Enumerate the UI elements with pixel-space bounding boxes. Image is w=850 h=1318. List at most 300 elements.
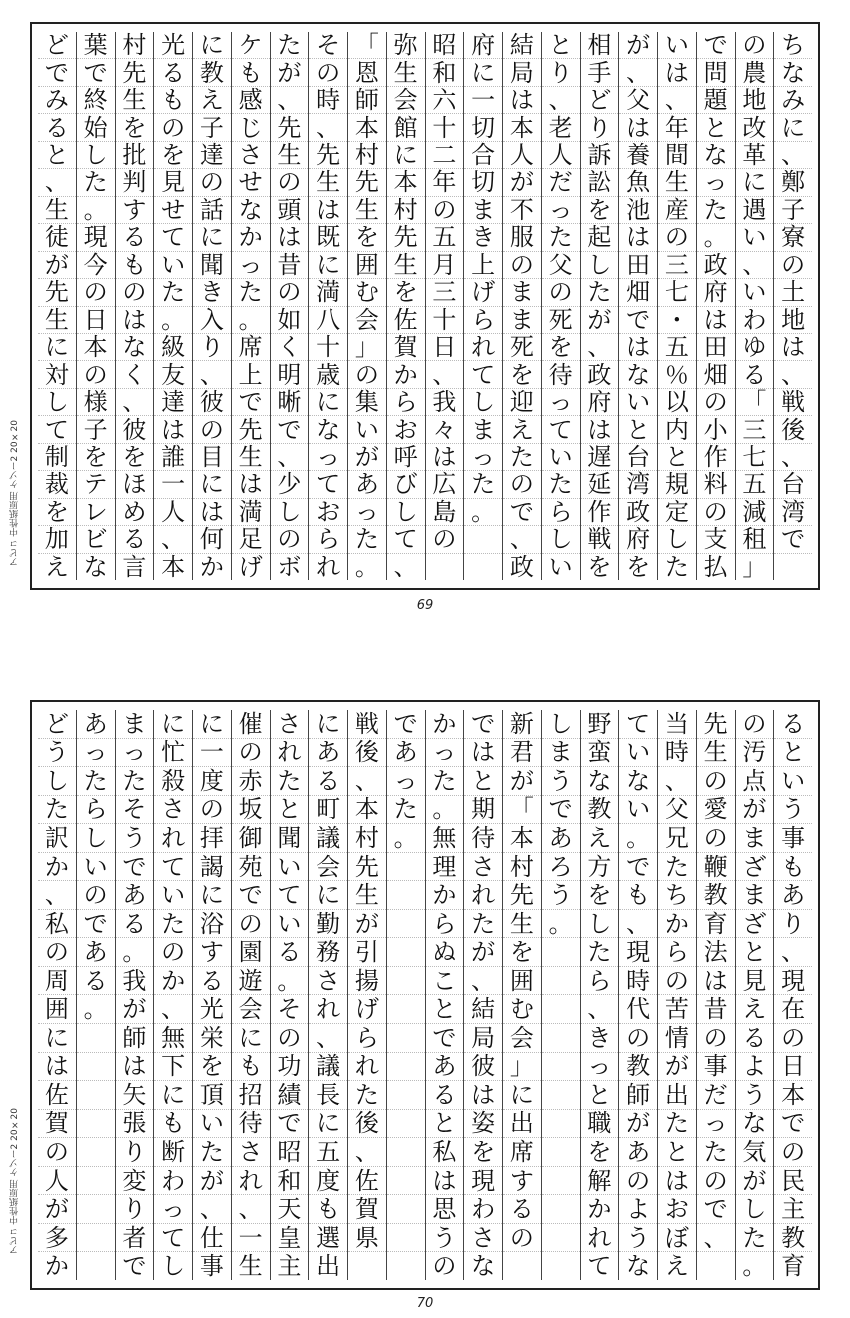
manuscript-cell: た bbox=[277, 31, 302, 60]
manuscript-column bbox=[541, 32, 580, 580]
manuscript-cell bbox=[697, 1251, 735, 1280]
manuscript-cell bbox=[77, 1109, 115, 1138]
manuscript-cell: な bbox=[774, 58, 812, 85]
manuscript-cell: 囲 bbox=[38, 994, 76, 1023]
manuscript-cell: 周 bbox=[38, 966, 76, 995]
manuscript-cell: ま bbox=[464, 415, 502, 442]
manuscript-cell: る bbox=[503, 1194, 541, 1223]
manuscript-cell: は bbox=[464, 1080, 502, 1109]
manuscript-cell: を bbox=[116, 443, 154, 470]
manuscript-cell: 改 bbox=[736, 113, 774, 140]
manuscript-cell: が bbox=[581, 306, 619, 333]
manuscript-cell: ほ bbox=[116, 470, 154, 497]
manuscript-cell: 鞭 bbox=[697, 852, 735, 881]
manuscript-cell: え bbox=[736, 994, 774, 1023]
manuscript-cell: 々 bbox=[426, 415, 464, 442]
manuscript-cell: そ bbox=[116, 795, 154, 824]
manuscript-cell: 一 bbox=[154, 470, 192, 497]
manuscript-cell: 昔 bbox=[271, 251, 309, 278]
manuscript-cell: 会 bbox=[387, 86, 425, 113]
manuscript-cell: 生 bbox=[658, 168, 696, 195]
manuscript-cell: は bbox=[581, 415, 619, 442]
manuscript-cell: が bbox=[619, 1109, 657, 1138]
manuscript-cell: 、 bbox=[581, 333, 619, 360]
manuscript-cell: と bbox=[697, 113, 735, 140]
manuscript-cell: で bbox=[38, 58, 76, 85]
manuscript-cell: の bbox=[619, 1023, 657, 1052]
manuscript-cell: る bbox=[309, 766, 347, 795]
manuscript-cell: 皇 bbox=[271, 1223, 309, 1252]
manuscript-cell: 戦 bbox=[774, 388, 812, 415]
manuscript-cell: と bbox=[774, 738, 812, 767]
manuscript-cell: に bbox=[199, 709, 224, 738]
manuscript-cell: 年 bbox=[426, 168, 464, 195]
manuscript-cell: 佐 bbox=[348, 1166, 386, 1195]
manuscript-cell: い bbox=[736, 278, 774, 305]
manuscript-cell: 批 bbox=[116, 141, 154, 168]
manuscript-cell: 十 bbox=[426, 306, 464, 333]
manuscript-cell: 生 bbox=[697, 738, 735, 767]
manuscript-cell: 生 bbox=[232, 1251, 270, 1280]
manuscript-cell: で bbox=[471, 709, 496, 738]
manuscript-cell: の bbox=[116, 278, 154, 305]
manuscript-cell: の bbox=[742, 31, 767, 60]
manuscript-cell: さ bbox=[232, 1137, 270, 1166]
manuscript-column bbox=[76, 710, 115, 1280]
manuscript-cell: い bbox=[154, 880, 192, 909]
manuscript-cell: 湾 bbox=[774, 498, 812, 525]
manuscript-cell: 一 bbox=[464, 86, 502, 113]
manuscript-cell: 不 bbox=[503, 196, 541, 223]
manuscript-cell: 者 bbox=[116, 1223, 154, 1252]
manuscript-cell: ゆ bbox=[736, 333, 774, 360]
manuscript-column bbox=[270, 710, 309, 1280]
manuscript-cell: 、 bbox=[774, 141, 812, 168]
manuscript-cell: 議 bbox=[309, 823, 347, 852]
manuscript-cell: り bbox=[193, 333, 231, 360]
manuscript-column bbox=[76, 32, 115, 580]
manuscript-cell: 務 bbox=[309, 937, 347, 966]
manuscript-cell: が bbox=[193, 1166, 231, 1195]
manuscript-cell: に bbox=[774, 113, 812, 140]
manuscript-cell bbox=[77, 1137, 115, 1166]
manuscript-cell: 功 bbox=[271, 1052, 309, 1081]
manuscript-cell: 主 bbox=[774, 1194, 812, 1223]
manuscript-cell: 昔 bbox=[697, 994, 735, 1023]
manuscript-cell: う bbox=[116, 823, 154, 852]
manuscript-cell: 鄭 bbox=[774, 168, 812, 195]
manuscript-cell: 、 bbox=[271, 86, 309, 113]
manuscript-cell: 先 bbox=[116, 58, 154, 85]
manuscript-cell: 支 bbox=[697, 525, 735, 552]
manuscript-cell: 、 bbox=[658, 766, 696, 795]
manuscript-cell bbox=[464, 525, 502, 552]
manuscript-cell: を bbox=[581, 880, 619, 909]
manuscript-cell: が bbox=[503, 766, 541, 795]
manuscript-cell: 七 bbox=[658, 278, 696, 305]
manuscript-cell: と bbox=[38, 141, 76, 168]
manuscript-cell: れ bbox=[464, 333, 502, 360]
manuscript-cell: 一 bbox=[193, 738, 231, 767]
manuscript-cell: し bbox=[154, 1251, 192, 1280]
manuscript-cell: も bbox=[309, 1194, 347, 1223]
manuscript-cell: 田 bbox=[697, 333, 735, 360]
manuscript-cell: 本 bbox=[348, 795, 386, 824]
manuscript-cell: 彼 bbox=[193, 388, 231, 415]
manuscript-cell: が bbox=[626, 31, 651, 60]
manuscript-cell: 達 bbox=[193, 141, 231, 168]
manuscript-cell bbox=[387, 852, 425, 881]
manuscript-cell: も bbox=[232, 58, 270, 85]
manuscript-column bbox=[115, 710, 154, 1280]
manuscript-cell: 生 bbox=[38, 196, 76, 223]
manuscript-cell: 頂 bbox=[193, 1080, 231, 1109]
manuscript-cell: 先 bbox=[703, 709, 728, 738]
paper-brand-stamp: アピコ 中性紙原用 ケゾー2 20×20 bbox=[10, 420, 20, 567]
manuscript-cell: る bbox=[116, 909, 154, 938]
manuscript-cell: る bbox=[781, 709, 806, 738]
manuscript-cell: が bbox=[736, 1166, 774, 1195]
manuscript-cell: の bbox=[774, 1137, 812, 1166]
manuscript-cell: の bbox=[503, 1223, 541, 1252]
manuscript-column bbox=[425, 32, 464, 580]
manuscript-cell: に bbox=[154, 1080, 192, 1109]
manuscript-cell: き bbox=[193, 278, 231, 305]
manuscript-cell: 生 bbox=[309, 168, 347, 195]
manuscript-cell: っ bbox=[426, 738, 464, 767]
manuscript-cell: の bbox=[271, 278, 309, 305]
manuscript-cell: 私 bbox=[38, 909, 76, 938]
manuscript-cell: 現 bbox=[774, 966, 812, 995]
manuscript-cell: の bbox=[426, 525, 464, 552]
manuscript-cell: の bbox=[154, 937, 192, 966]
manuscript-cell: よ bbox=[619, 1194, 657, 1223]
manuscript-cell: し bbox=[38, 766, 76, 795]
manuscript-cell: 日 bbox=[774, 1052, 812, 1081]
manuscript-cell: 待 bbox=[232, 1109, 270, 1138]
manuscript-cell: 達 bbox=[154, 388, 192, 415]
manuscript-cell: 府 bbox=[697, 278, 735, 305]
manuscript-cell: 目 bbox=[193, 443, 231, 470]
manuscript-cell: 本 bbox=[77, 333, 115, 360]
manuscript-cell: が bbox=[503, 168, 541, 195]
manuscript-cell: 相 bbox=[587, 31, 612, 60]
manuscript-cell: 御 bbox=[232, 823, 270, 852]
manuscript-cell: 彼 bbox=[116, 415, 154, 442]
manuscript-cell: 革 bbox=[736, 141, 774, 168]
manuscript-cell: た bbox=[38, 795, 76, 824]
manuscript-cell: た bbox=[348, 1080, 386, 1109]
manuscript-cell: し bbox=[271, 498, 309, 525]
manuscript-cell: 地 bbox=[774, 306, 812, 333]
manuscript-cell: な bbox=[619, 1251, 657, 1280]
manuscript-cell: さ bbox=[464, 1223, 502, 1252]
manuscript-cell: ・ bbox=[658, 306, 696, 333]
manuscript-column bbox=[386, 710, 425, 1280]
manuscript-cell: の bbox=[154, 113, 192, 140]
manuscript-cell: は bbox=[697, 966, 735, 995]
manuscript-cell: る bbox=[38, 113, 76, 140]
manuscript-cell: 。 bbox=[426, 795, 464, 824]
manuscript-cell: は bbox=[309, 196, 347, 223]
manuscript-cell: み bbox=[774, 86, 812, 113]
manuscript-cell: に bbox=[199, 31, 224, 60]
manuscript-cell: む bbox=[503, 994, 541, 1023]
manuscript-cell: は bbox=[38, 1052, 76, 1081]
manuscript-cell: の bbox=[619, 1166, 657, 1195]
manuscript-cell: 以 bbox=[658, 388, 696, 415]
manuscript-column bbox=[463, 710, 502, 1280]
manuscript-cell: 、 bbox=[774, 360, 812, 387]
manuscript-cell: の bbox=[697, 1166, 735, 1195]
manuscript-cell: あ bbox=[774, 880, 812, 909]
manuscript-cell: 局 bbox=[503, 58, 541, 85]
manuscript-cell: ら bbox=[542, 498, 580, 525]
manuscript-cell: あ bbox=[387, 738, 425, 767]
manuscript-cell: 府 bbox=[581, 388, 619, 415]
manuscript-cell: 私 bbox=[426, 1137, 464, 1166]
manuscript-cell bbox=[542, 966, 580, 995]
manuscript-cell: い bbox=[154, 251, 192, 278]
manuscript-cell: が bbox=[38, 1194, 76, 1223]
manuscript-cell: 現 bbox=[619, 937, 657, 966]
manuscript-cell: が bbox=[116, 994, 154, 1023]
manuscript-cell: 蛮 bbox=[581, 738, 619, 767]
manuscript-cell: 出 bbox=[309, 1251, 347, 1280]
manuscript-cell bbox=[426, 553, 464, 580]
manuscript-cell: な bbox=[232, 196, 270, 223]
manuscript-cell: る bbox=[154, 58, 192, 85]
manuscript-cell: 一 bbox=[232, 1223, 270, 1252]
manuscript-cell: が bbox=[348, 909, 386, 938]
manuscript-cell: す bbox=[503, 1166, 541, 1195]
manuscript-cell: わ bbox=[154, 1166, 192, 1195]
manuscript-cell: じ bbox=[232, 113, 270, 140]
manuscript-cell: が bbox=[271, 58, 309, 85]
manuscript-cell: 張 bbox=[116, 1109, 154, 1138]
manuscript-cell: 彼 bbox=[464, 1052, 502, 1081]
manuscript-cell: う bbox=[542, 880, 580, 909]
manuscript-cell: 見 bbox=[154, 168, 192, 195]
manuscript-cell: に bbox=[38, 1023, 76, 1052]
manuscript-cell: も bbox=[619, 880, 657, 909]
manuscript-cell: 小 bbox=[697, 415, 735, 442]
manuscript-cell: ま bbox=[503, 306, 541, 333]
manuscript-cell: 定 bbox=[658, 498, 696, 525]
manuscript-cell: 我 bbox=[116, 966, 154, 995]
manuscript-cell: は bbox=[154, 415, 192, 442]
manuscript-cell: か bbox=[432, 709, 457, 738]
manuscript-cell: し bbox=[77, 141, 115, 168]
manuscript-cell: た bbox=[503, 443, 541, 470]
manuscript-cell: が bbox=[38, 251, 76, 278]
manuscript-cell: 本 bbox=[348, 113, 386, 140]
manuscript-cell: ざ bbox=[736, 852, 774, 881]
manuscript-cell: し bbox=[464, 388, 502, 415]
manuscript-cell: 館 bbox=[387, 113, 425, 140]
manuscript-cell: 死 bbox=[503, 333, 541, 360]
manuscript-cell: え bbox=[658, 1251, 696, 1280]
manuscript-cell: 村 bbox=[348, 141, 386, 168]
manuscript-cell: 人 bbox=[154, 498, 192, 525]
manuscript-cell: を bbox=[154, 141, 192, 168]
manuscript-cell: を bbox=[619, 553, 657, 580]
manuscript-cell: テ bbox=[77, 470, 115, 497]
manuscript-cell: に bbox=[736, 168, 774, 195]
manuscript-cell: 兄 bbox=[658, 823, 696, 852]
manuscript-cell: に bbox=[503, 1080, 541, 1109]
manuscript-column bbox=[580, 32, 619, 580]
manuscript-column bbox=[192, 710, 231, 1280]
manuscript-cell: 島 bbox=[426, 498, 464, 525]
manuscript-cell: き bbox=[581, 1023, 619, 1052]
manuscript-cell: で bbox=[503, 498, 541, 525]
manuscript-cell: 遅 bbox=[581, 443, 619, 470]
manuscript-cell: ま bbox=[736, 880, 774, 909]
manuscript-cell: れ bbox=[348, 1052, 386, 1081]
manuscript-cell: で bbox=[77, 58, 115, 85]
manuscript-grid bbox=[38, 32, 812, 580]
manuscript-cell: せ bbox=[154, 196, 192, 223]
manuscript-cell: 、 bbox=[464, 966, 502, 995]
manuscript-cell: た bbox=[542, 470, 580, 497]
manuscript-cell: 光 bbox=[161, 31, 186, 60]
manuscript-cell: ま bbox=[503, 278, 541, 305]
manuscript-cell: 見 bbox=[736, 966, 774, 995]
manuscript-cell: ど bbox=[581, 86, 619, 113]
manuscript-cell: り bbox=[542, 58, 580, 85]
manuscript-cell: さ bbox=[464, 852, 502, 881]
manuscript-cell: 、 bbox=[736, 251, 774, 278]
manuscript-cell: か bbox=[658, 909, 696, 938]
manuscript-cell: 苦 bbox=[658, 994, 696, 1023]
manuscript-cell bbox=[77, 1223, 115, 1252]
manuscript-cell: 、 bbox=[154, 525, 192, 552]
manuscript-cell: い bbox=[542, 443, 580, 470]
manuscript-cell: 訴 bbox=[581, 141, 619, 168]
manuscript-column bbox=[696, 710, 735, 1280]
manuscript-cell: 、 bbox=[697, 1223, 735, 1252]
manuscript-cell: は bbox=[619, 113, 657, 140]
manuscript-cell: 先 bbox=[503, 880, 541, 909]
manuscript-cell: は bbox=[774, 333, 812, 360]
manuscript-cell: 父 bbox=[619, 86, 657, 113]
manuscript-cell: ち bbox=[658, 880, 696, 909]
manuscript-cell: な bbox=[581, 766, 619, 795]
manuscript-cell: き bbox=[464, 223, 502, 250]
manuscript-cell: の bbox=[542, 278, 580, 305]
manuscript-cell: 気 bbox=[736, 1137, 774, 1166]
manuscript-cell: 理 bbox=[426, 852, 464, 881]
manuscript-cell: が bbox=[348, 443, 386, 470]
manuscript-cell: 制 bbox=[38, 443, 76, 470]
manuscript-cell: 汚 bbox=[736, 738, 774, 767]
manuscript-cell: 現 bbox=[464, 1166, 502, 1195]
manuscript-cell: に bbox=[232, 1023, 270, 1052]
manuscript-cell: 教 bbox=[581, 795, 619, 824]
manuscript-cell bbox=[387, 1052, 425, 1081]
manuscript-cell: の bbox=[774, 251, 812, 278]
manuscript-cell: 、 bbox=[309, 1023, 347, 1052]
manuscript-cell: た bbox=[658, 852, 696, 881]
manuscript-cell: く bbox=[271, 333, 309, 360]
manuscript-cell: あ bbox=[542, 823, 580, 852]
manuscript-cell: む bbox=[348, 278, 386, 305]
manuscript-cell bbox=[542, 994, 580, 1023]
manuscript-cell: 師 bbox=[116, 1023, 154, 1052]
manuscript-cell: 三 bbox=[736, 415, 774, 442]
manuscript-cell: た bbox=[154, 278, 192, 305]
manuscript-cell bbox=[464, 553, 502, 580]
manuscript-cell: ま bbox=[542, 738, 580, 767]
manuscript-cell: か bbox=[38, 1251, 76, 1280]
manuscript-cell: た bbox=[581, 937, 619, 966]
manuscript-cell: い bbox=[619, 795, 657, 824]
manuscript-cell: 忙 bbox=[154, 738, 192, 767]
manuscript-cell bbox=[77, 1080, 115, 1109]
manuscript-cell: 。 bbox=[154, 306, 192, 333]
manuscript-cell: あ bbox=[619, 1137, 657, 1166]
manuscript-cell: が bbox=[736, 795, 774, 824]
manuscript-cell: っ bbox=[542, 196, 580, 223]
manuscript-cell: お bbox=[309, 498, 347, 525]
manuscript-cell: は bbox=[697, 306, 735, 333]
manuscript-cell: た bbox=[387, 795, 425, 824]
manuscript-cell: 満 bbox=[309, 278, 347, 305]
manuscript-cell: 何 bbox=[193, 525, 231, 552]
manuscript-cell: う bbox=[774, 795, 812, 824]
manuscript-cell: の bbox=[271, 1023, 309, 1052]
manuscript-cell: ま bbox=[122, 709, 147, 738]
manuscript-column bbox=[773, 710, 812, 1280]
manuscript-cell: ろ bbox=[542, 852, 580, 881]
manuscript-cell: て bbox=[581, 1251, 619, 1280]
manuscript-column bbox=[657, 32, 696, 580]
manuscript-cell: た bbox=[77, 766, 115, 795]
manuscript-cell: 法 bbox=[697, 937, 735, 966]
manuscript-cell: と bbox=[581, 1080, 619, 1109]
manuscript-cell: 思 bbox=[426, 1194, 464, 1223]
manuscript-cell: 死 bbox=[542, 306, 580, 333]
manuscript-cell: ち bbox=[781, 31, 806, 60]
manuscript-cell: を bbox=[503, 360, 541, 387]
manuscript-cell: 延 bbox=[581, 470, 619, 497]
manuscript-cell: を bbox=[464, 1137, 502, 1166]
manuscript-cell: 後 bbox=[774, 415, 812, 442]
manuscript-cell: で bbox=[393, 709, 418, 738]
manuscript-cell: で bbox=[697, 1194, 735, 1223]
manuscript-cell: と bbox=[619, 415, 657, 442]
manuscript-cell: は bbox=[658, 58, 696, 85]
manuscript-cell: 村 bbox=[348, 823, 386, 852]
manuscript-cell: 話 bbox=[193, 196, 231, 223]
manuscript-cell: 時 bbox=[658, 738, 696, 767]
manuscript-cell: 対 bbox=[38, 360, 76, 387]
manuscript-cell: 、 bbox=[774, 937, 812, 966]
manuscript-cell: 料 bbox=[697, 470, 735, 497]
manuscript-cell: の bbox=[348, 360, 386, 387]
manuscript-cell: 加 bbox=[38, 525, 76, 552]
manuscript-cell bbox=[77, 1251, 115, 1280]
manuscript-cell: は bbox=[619, 223, 657, 250]
manuscript-cell: い bbox=[348, 415, 386, 442]
manuscript-cell: 、 bbox=[387, 553, 425, 580]
manuscript-cell: た bbox=[581, 278, 619, 305]
manuscript-column bbox=[735, 32, 774, 580]
manuscript-cell: に bbox=[309, 388, 347, 415]
manuscript-cell: え bbox=[193, 86, 231, 113]
manuscript-cell: 内 bbox=[658, 415, 696, 442]
